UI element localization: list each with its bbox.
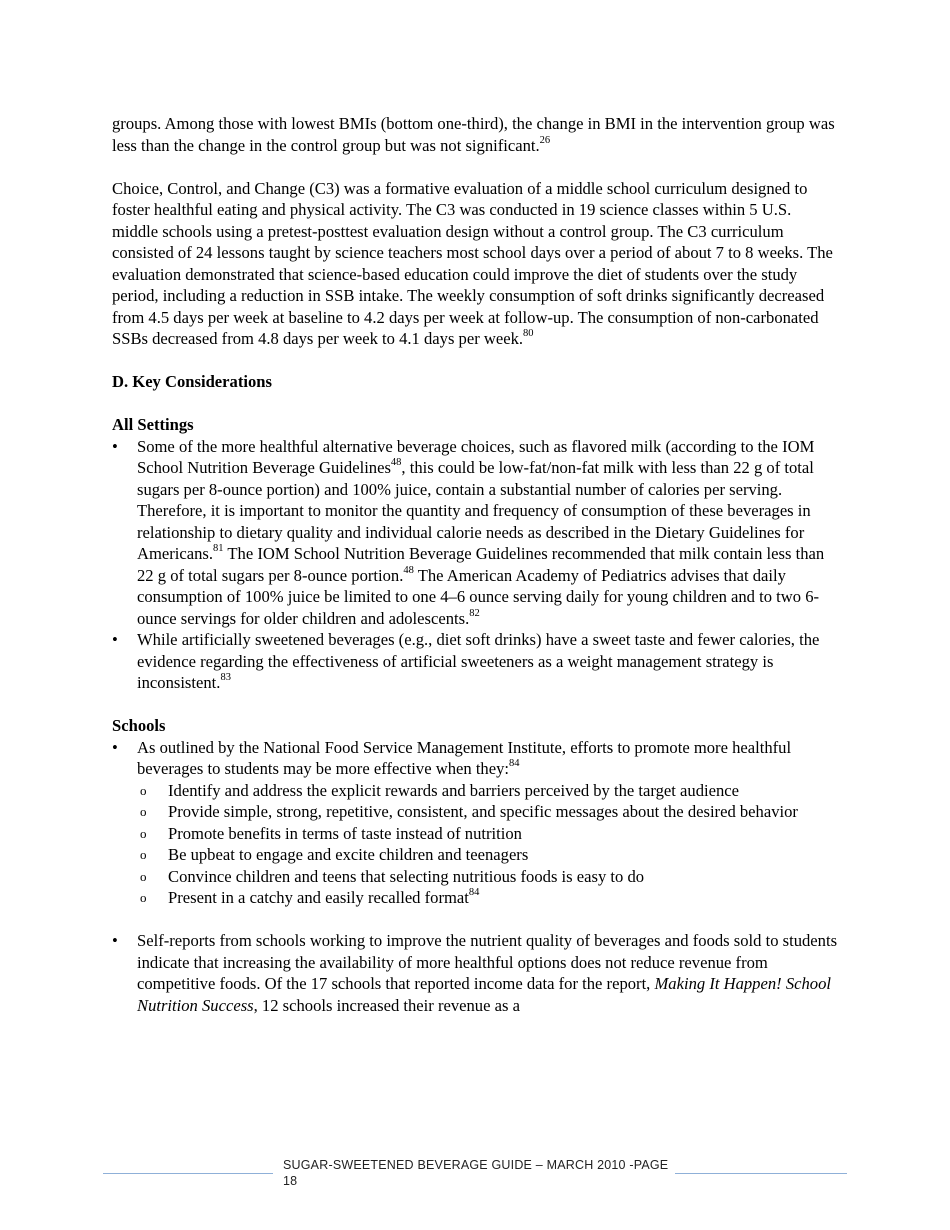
sub-list-item: o Convince children and teens that selecting nutritious foods is easy to do <box>140 866 645 886</box>
sub-list <box>137 780 840 909</box>
bullet-icon: • <box>112 630 118 649</box>
report-title: Making It Happen! School Nutrition Success <box>137 974 831 1015</box>
c3-paragraph: Choice, Control, and Change (C3) was a formative evaluation of a middle school curriculum designed to foster healthful eating and physical activity. The C3 was conducted in 19 science classes within 5 U.S. middle schools using a pretest-posttest evaluation design without a control group. The C3 curriculum consisted of 24 lessons taught by science teachers most school days over a period of about 7 to 8 weeks. The evaluation demonstrated that science-based education could improve the diet of students over the study period, including a reduction in SSB intake. The weekly consumption of soft drinks significantly decreased from 4.5 days per week at baseline to 4.2 days per week at follow-up. The consumption of non-carbonated SSBs decreased from 4.8 days per week to 4.1 days per week.$^{80}$ <box>112 178 833 348</box>
citation: 84 <box>509 758 520 770</box>
circle-bullet-icon: o <box>140 868 147 884</box>
list-item: • As outlined by the National Food Service Management Institute, efforts to promote more healthful beverages to students may be more effective when they:$^{84}$ o Identify and address the explicit rewards and barriers perceived by the target audience o Provide simple, strong, repetitive, consistent, and specific messages about the desired behavior o Promote benefits in terms of taste instead of nutrition o Be upbeat to engage and excite children and teenagers o Convince children and teens that selecting nutritious foods is easy to do o Present in a catchy and easily recalled format$^{84}$ <box>112 737 840 909</box>
intro-paragraph: groups. Among those with lowest BMIs (bottom one-third), the change in BMI in the intervention group was less than the change in the control group but was not significant.$^{26}$ <box>112 114 835 155</box>
schools-list <box>112 737 840 909</box>
citation: 81 <box>213 543 224 555</box>
sub-list-item: o Be upbeat to engage and excite children and teenagers <box>140 845 529 864</box>
list-item: • Some of the more healthful alternative beverage choices, such as flavored milk (according to the IOM School Nutrition Beverage Guidelines$^{48}$, this could be low-fat/non-fat milk with less than 22 g of total sugars per 8-ounce portion) and 100% juice, contain a substantial number of calories per serving. Therefore, it is important to monitor the quantity and frequency of consumption of these beverages in relationship to dietary quality and individual calorie needs as described in the Dietary Guidelines for Americans.$^{81}$ The IOM School Nutrition Beverage Guidelines recommended that milk contain less than 22 g of total sugars per 8-ounce portion.$^{48}$ The American Academy of Pediatrics advises that daily consumption of 100% juice be limited to one 4–6 ounce serving daily for young children and to two 6-ounce servings for older children and adolescents.$^{82}$ <box>112 436 825 628</box>
sub-list-item: o Provide simple, strong, repetitive, consistent, and specific messages about the desired behavior <box>140 802 798 821</box>
all-settings-list <box>112 436 840 694</box>
page-footer <box>103 1156 847 1196</box>
list-item: • While artificially sweetened beverages (e.g., diet soft drinks) have a sweet taste and fewer calories, the evidence regarding the effectiveness of artificial sweeteners as a weight management strategy is inconsistent.$^{83}$ <box>112 630 820 692</box>
footer-text: SUGAR-SWEETENED BEVERAGE GUIDE – MARCH 2010 -PAGE 18 <box>283 1158 669 1188</box>
circle-bullet-icon: o <box>140 804 147 819</box>
list-item: • Self-reports from schools working to improve the nutrient quality of beverages and foods sold to students indicate that increasing the availability of more healthful options does not reduce revenue from competitive foods. Of the 17 schools that reported income data for the report, Making It Happen! School Nutrition Success, 12 schools increased their revenue as a <box>112 931 838 1015</box>
citation: 82 <box>469 607 480 619</box>
bullet-icon: • <box>112 737 118 757</box>
bullet-icon: • <box>112 931 118 950</box>
page-number: 18 <box>283 1173 298 1188</box>
section-heading: D. Key Considerations <box>112 372 272 391</box>
citation: 48 <box>403 564 414 576</box>
bullet-icon: • <box>112 436 118 456</box>
citation: 26 <box>539 134 551 146</box>
circle-bullet-icon: o <box>140 782 147 798</box>
citation: 48 <box>390 457 402 469</box>
citation: 80 <box>523 328 534 340</box>
circle-bullet-icon: o <box>140 890 147 905</box>
footer-rule-right <box>675 1173 847 1174</box>
schools-heading: Schools <box>112 716 166 735</box>
circle-bullet-icon: o <box>140 847 147 862</box>
all-settings-heading: All Settings <box>112 415 194 434</box>
sub-list-item: o Promote benefits in terms of taste instead of nutrition <box>140 823 522 843</box>
footer-rule-left <box>103 1173 273 1174</box>
sub-list-item: o Identify and address the explicit rewards and barriers perceived by the target audience <box>140 780 740 800</box>
circle-bullet-icon: o <box>140 825 147 841</box>
citation: 84 <box>468 887 480 899</box>
sub-list-item: o Present in a catchy and easily recalled format$^{84}$ <box>140 887 480 907</box>
document-page <box>112 113 840 1016</box>
schools-list-continued <box>112 930 840 1016</box>
citation: 83 <box>220 672 231 684</box>
